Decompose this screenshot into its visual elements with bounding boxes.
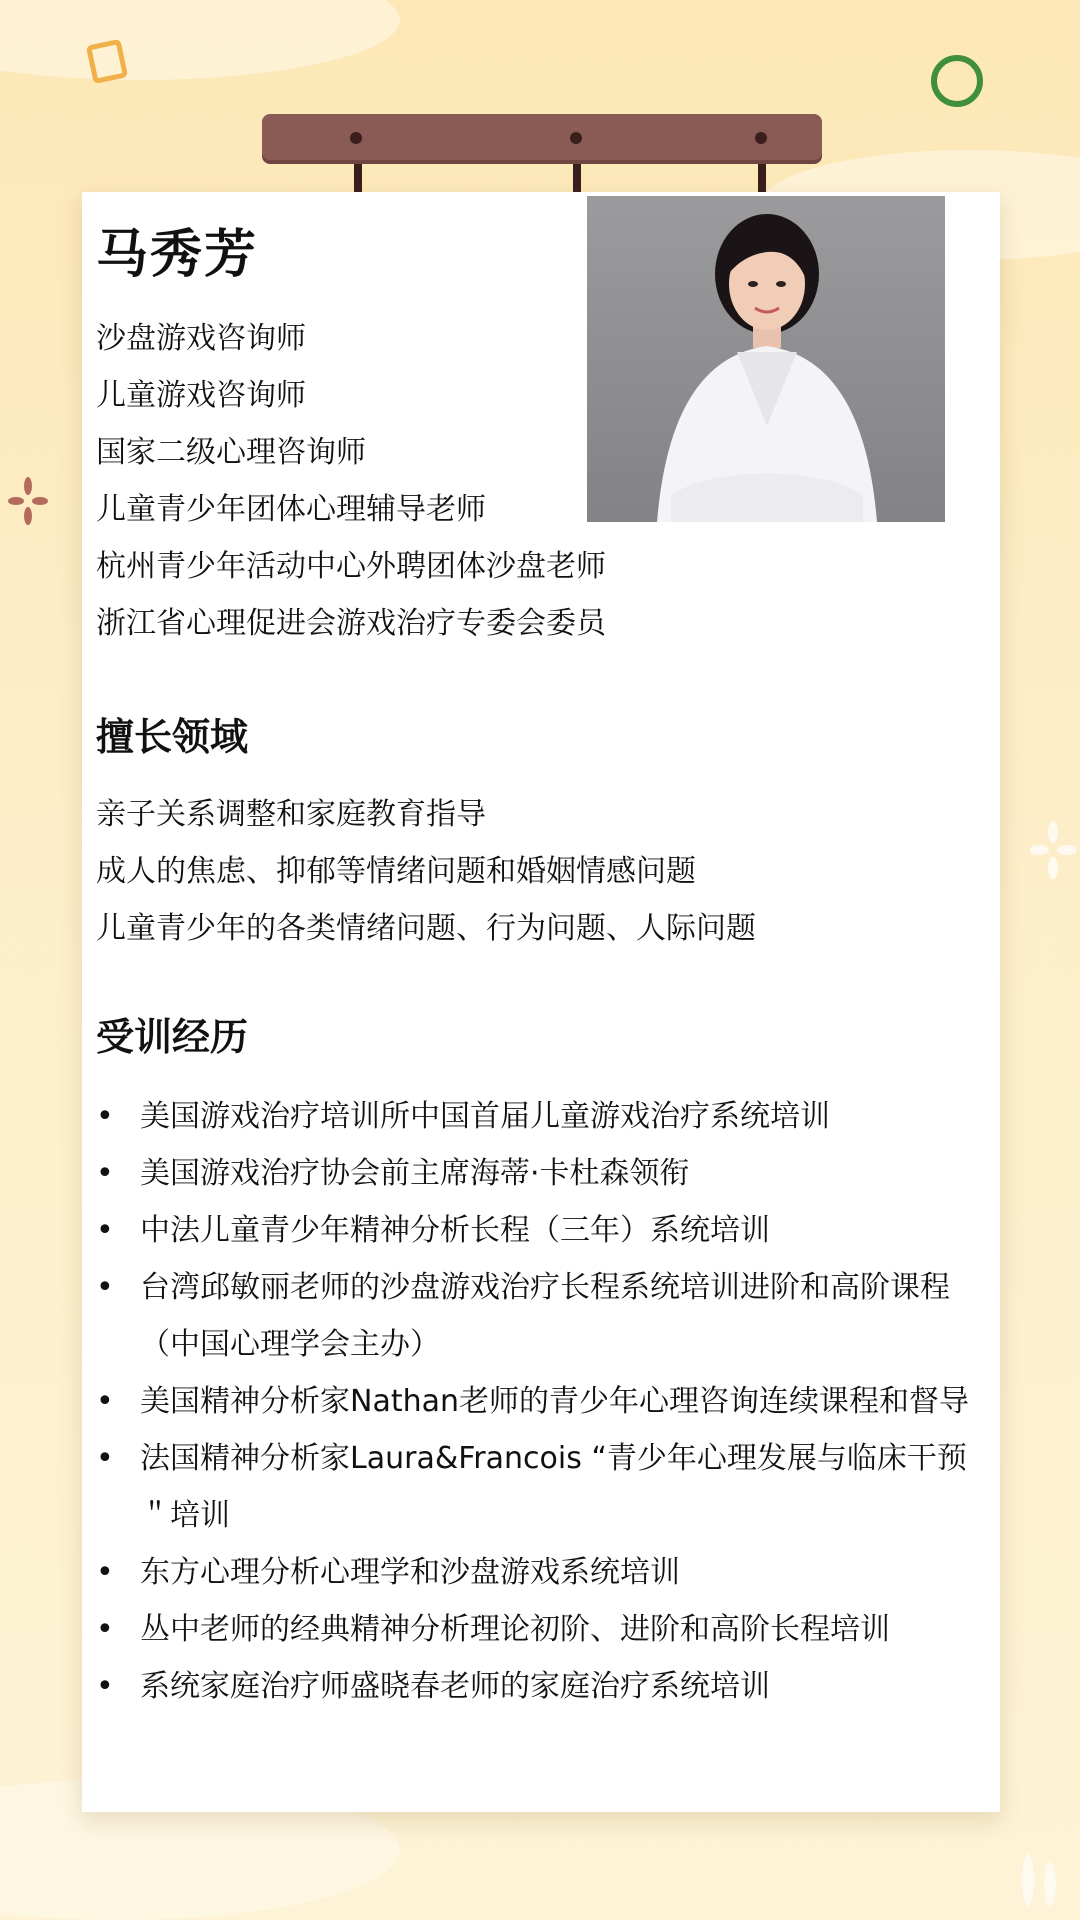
hanger-string <box>573 160 581 196</box>
bullet-icon: • <box>96 1669 114 1704</box>
title-item: 儿童游戏咨询师 <box>96 378 306 413</box>
training-item <box>96 1544 981 1601</box>
flower-icon <box>8 476 48 526</box>
bullet-icon: • <box>96 1555 114 1590</box>
training-item-text: 丛中老师的经典精神分析理论初阶、进阶和高阶长程培训 <box>140 1612 890 1647</box>
bullet-icon: • <box>96 1270 114 1305</box>
titles-list <box>96 310 606 652</box>
title-item: 沙盘游戏咨询师 <box>96 321 306 356</box>
training-item <box>96 1202 981 1259</box>
hanger-string <box>758 160 766 196</box>
training-item-text: 台湾邱敏丽老师的沙盘游戏治疗长程系统培训进阶和高阶课程（中国心理学会主办） <box>140 1270 950 1362</box>
nail-icon <box>570 132 582 144</box>
nail-icon <box>755 132 767 144</box>
profile-card <box>82 192 1000 1812</box>
background-swash <box>0 0 400 80</box>
training-heading: 受训经历 <box>96 1015 249 1059</box>
bullet-icon: • <box>96 1384 114 1419</box>
flower-icon <box>1010 1840 1070 1910</box>
training-item <box>96 1145 981 1202</box>
training-item <box>96 1373 981 1430</box>
portrait-photo <box>587 196 945 522</box>
portrait-illustration <box>587 196 945 522</box>
training-item-text: 美国精神分析家Nathan老师的青少年心理咨询连续课程和督导 <box>140 1384 969 1419</box>
person-name: 马秀芳 <box>96 225 259 285</box>
training-item <box>96 1088 981 1145</box>
bullet-icon: • <box>96 1441 114 1476</box>
specialty-item: 亲子关系调整和家庭教育指导 <box>96 797 486 832</box>
training-item <box>96 1601 981 1658</box>
title-item: 国家二级心理咨询师 <box>96 435 366 470</box>
specialty-heading: 擅长领域 <box>96 715 249 759</box>
bullet-icon: • <box>96 1099 114 1134</box>
training-item-text: 东方心理分析心理学和沙盘游戏系统培训 <box>140 1555 680 1590</box>
hanger-string <box>354 160 362 196</box>
specialty-item: 成人的焦虑、抑郁等情绪问题和婚姻情感问题 <box>96 854 696 889</box>
training-item-text: 中法儿童青少年精神分析长程（三年）系统培训 <box>140 1213 770 1248</box>
specialty-list <box>96 786 756 957</box>
bullet-icon: • <box>96 1612 114 1647</box>
training-item-text: 美国游戏治疗培训所中国首届儿童游戏治疗系统培训 <box>140 1099 830 1134</box>
bullet-icon: • <box>96 1156 114 1191</box>
sticky-note-icon <box>86 38 132 84</box>
bullet-icon: • <box>96 1213 114 1248</box>
hanging-board <box>262 114 822 160</box>
title-item: 杭州青少年活动中心外聘团体沙盘老师 <box>96 549 606 584</box>
specialty-item: 儿童青少年的各类情绪问题、行为问题、人际问题 <box>96 911 756 946</box>
flower-icon <box>1030 820 1076 880</box>
title-item: 儿童青少年团体心理辅导老师 <box>96 492 486 527</box>
training-item <box>96 1430 981 1544</box>
training-item-text: 系统家庭治疗师盛晓春老师的家庭治疗系统培训 <box>140 1669 770 1704</box>
training-item <box>96 1658 981 1715</box>
training-list <box>96 1088 981 1715</box>
ring-icon <box>928 52 986 110</box>
nail-icon <box>350 132 362 144</box>
training-item-text: 法国精神分析家Laura&Francois “青少年心理发展与临床干预＂培训 <box>140 1441 967 1533</box>
training-item <box>96 1259 981 1373</box>
title-item: 浙江省心理促进会游戏治疗专委会委员 <box>96 606 606 641</box>
training-item-text: 美国游戏治疗协会前主席海蒂·卡杜森领衔 <box>140 1156 690 1191</box>
